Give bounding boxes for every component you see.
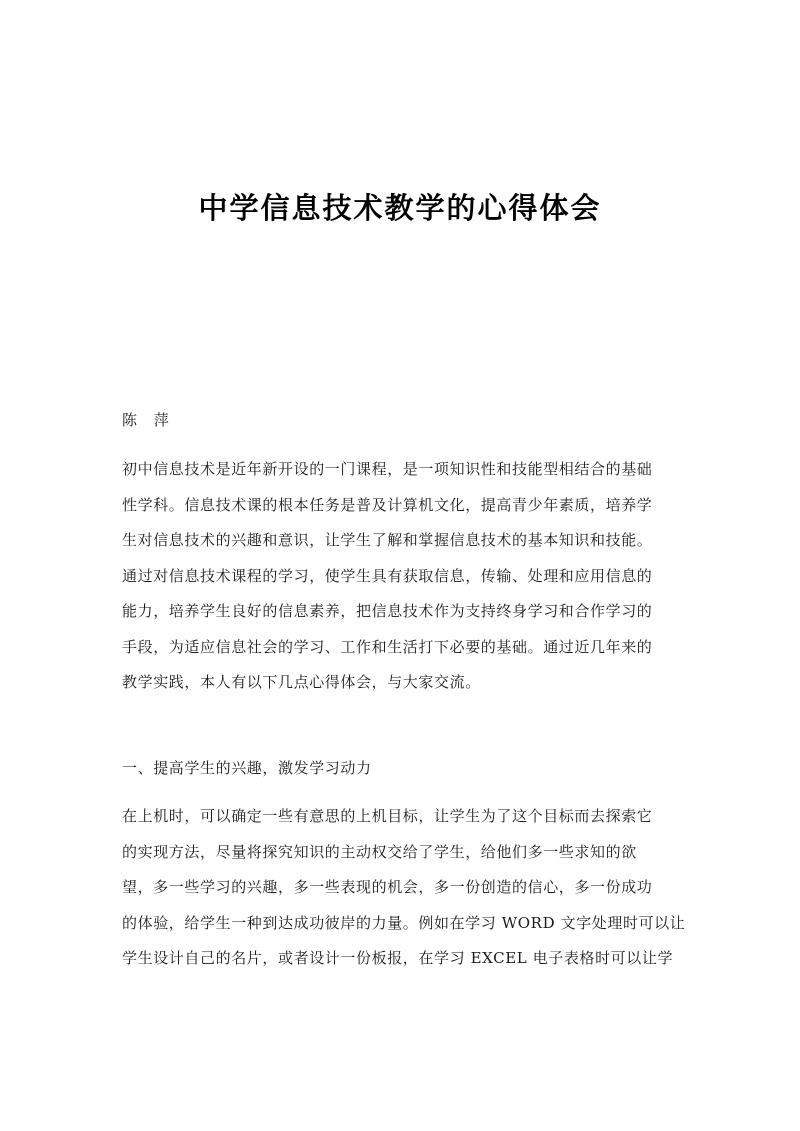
paragraph-line: 初中信息技术是近年新开设的一门课程，是一项知识性和技能型相结合的基础	[122, 460, 653, 478]
intro-paragraph	[122, 452, 682, 701]
section-paragraph	[122, 799, 686, 977]
paragraph-line: 能力，培养学生良好的信息素养，把信息技术作为支持终身学习和合作学习的	[122, 602, 653, 620]
paragraph-line: 通过对信息技术课程的学习，使学生具有获取信息，传输、处理和应用信息的	[122, 566, 653, 585]
section-heading: 一、提高学生的兴趣，激发学习动力	[122, 759, 372, 777]
paragraph-line: 望，多一些学习的兴趣，多一些表现的机会，多一份创造的信心，多一份成功	[122, 878, 653, 896]
paragraph-line: 教学实践，本人有以下几点心得体会，与大家交流。	[122, 673, 481, 691]
paragraph-line: 生对信息技术的兴趣和意识，让学生了解和掌握信息技术的基本知识和技能。	[122, 531, 653, 549]
document-title: 中学信息技术教学的心得体会	[198, 191, 602, 225]
paragraph-line: 的体验，给学生一种到达成功彼岸的力量。例如在学习 WORD 文字处理时可以让	[122, 913, 686, 932]
paragraph-line: 的实现方法，尽量将探究知识的主动权交给了学生，给他们多一些求知的欲	[122, 842, 637, 861]
paragraph-line: 学生设计自己的名片，或者设计一份板报，在学习 EXCEL 电子表格时可以让学	[122, 949, 674, 967]
paragraph-line: 在上机时，可以确定一些有意思的上机目标，让学生为了这个目标而去探索它	[122, 807, 653, 825]
paragraph-line: 性学科。信息技术课的根本任务是普及计算机文化，提高青少年素质，培养学	[122, 495, 653, 514]
paragraph-line: 手段，为适应信息社会的学习、工作和生活打下必要的基础。通过近几年来的	[122, 637, 653, 656]
author-name: 陈 萍	[122, 411, 175, 429]
